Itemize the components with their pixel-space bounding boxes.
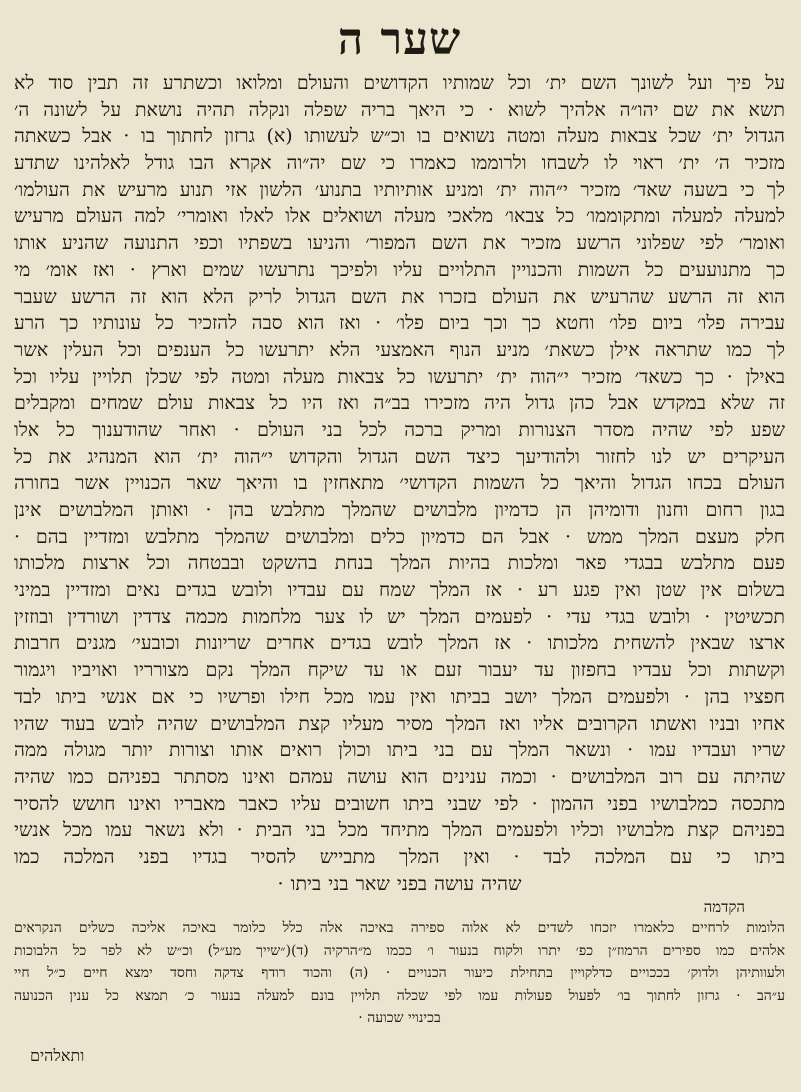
text-line: בגון רחום וחנון ודומיהן הן כדמיון מלבושים שהמלך מתלבש בהן · ואותן המלבושים אינן xyxy=(14,499,785,521)
note-line: הלומות לרחיים כלאמרו יזכחו לשדים לא אלוה ספירה באיכה אלה כלל כלומר באיכה אליכה כשלים הנקראים xyxy=(14,920,785,937)
catchword: ותאלהים xyxy=(30,1046,85,1065)
text-line: וקשתות וכל עבדיו בחפזון עד יעבור זעם או עד שיקח המלך נקם מצורריו ואויביו ויגמור xyxy=(14,659,785,682)
text-line: זה שלא במקדש אבל כהן גדול היה מזכירו בב״ה ואז היו כל צבאות עולם שמחים ומקבלים xyxy=(14,392,785,415)
text-line: כך מתנועעים כל השמות והכנויין התלויים עליו ולפיכך נתרעשו שמים וארץ · ואז אומ׳ מי xyxy=(14,258,785,281)
section-label: הקדמה xyxy=(703,898,745,917)
text-line: שפע לפי שהיה מסדר הצנורות ומריק ברכה לכל בני העולם · ואחר שהודענוך כל אלו xyxy=(14,418,785,441)
text-line: לך כי בשעה שאד׳ מזכיר י״הוה ית׳ ומניע אותיותיו בתנוע׳ הלשון אזי תנוע מרעיש את העולמו׳ xyxy=(14,178,785,201)
text-line: ארצו שבאין להשחית מלכותו · אז המלך לובש בגדים אחרים שריונות וכובעי׳ מגנים חרבות xyxy=(14,632,785,655)
text-line: לך כמו שתראה אילן כשאת׳ מניע הנוף האמצעי הלא יתרעשו כל הענפים וכל העלין אשר xyxy=(14,338,785,361)
text-line: הוא זה הרשע שהרעיש את העולם בזכרו את השם הגדול לריק הלא הוא זה הרשע שעבר xyxy=(14,285,785,308)
text-line: העולם בכחו הגדול והיאך כל השמות הקדושי׳ מתאחזין בו והיאך שאר הכנויין אשר בחורה xyxy=(14,472,785,495)
text-line: מתכסה כמלבושיו בפני ההמון · לפי שבני ביתו חשובים עליו כאבר מאבריו ואינו חושש להסיר xyxy=(14,792,785,815)
text-line: העיקרים יש לנו לחזור ולהודיעך כיצד השם הגדול והקדוש י״הוה ית׳ הוא המנהיג את כל xyxy=(14,445,785,468)
text-line: בשלום אין שטן ואין פגע רע · אז המלך שמח עם עבדיו ולובש בגדים נאים ומזדיין במיני xyxy=(14,579,785,602)
main-text-block xyxy=(14,70,785,897)
text-line: ביתו כי עם המלכה לבד · ואין המלך מתבייש להסיר בגדיו בפני המלכה כמו xyxy=(14,845,785,868)
text-line: תכשיטין · ולובש בגדי עדי · לפעמים המלך יש לו צער מלחמות מכמה צדדין ושורדין ובוזזין xyxy=(14,605,785,628)
notes-block xyxy=(14,917,785,1030)
text-line: עבירה פלו׳ ביום פלו׳ וחטא כך וכך ביום פלו׳ · ואז הוא סבה להזכיר כל עונותיו כך הרע xyxy=(14,312,785,335)
gate-heading: שער ה xyxy=(337,14,462,65)
text-line: חפציו בהן · ולפעמים המלך יושב בביתו ואין עמו מכל חילו ופרשיו כי אם אנשי ביתו לבד xyxy=(14,685,785,708)
note-line: ע״הב · גרזון לחתוך בו׳ לפעול פעולות עמו לפי שכלה תלויין בונם למעלה בנעור כ׳ תמצא כל ענין הכנועה xyxy=(14,987,785,1004)
note-line: אלהים כמו ספירים הרמוז״ן כפ׳ יתרו ולקוח בנעור ו׳ ככמו מ״הרקיה (ד)(״שייך מע״ל) וכ״ש לא לפר כל הלבוכות xyxy=(14,942,785,959)
note-line: בכינויי שכועה · xyxy=(358,1010,441,1027)
text-line: מזכיר ה׳ ית׳ ראוי לו לשבחו ולרוממו כאמרו כי שם יה״וה אקרא הבו גודל לאלהינו שתדע xyxy=(14,152,785,175)
text-line: שריו ועבדיו עמו · ונשאר המלך עם בני ביתו וכולן רואים אותו וצורות יותר מגולה ממה xyxy=(14,739,785,762)
text-line: תשא את שם יהו״ה אלהיך לשוא · כי היאך בריה שפלה ונקלה תהיה נושאת על לשונה ה׳ xyxy=(14,98,785,121)
text-line: בפניהם קצת מלבושיו וכליו ולפעמים המלך מתיחד מכל בני הבית · ולא נשאר עמו מכל אנשי xyxy=(14,819,785,842)
text-line: למעלה למעלה ומתקוממו׳ כל צבאו׳ מלאכי מעלה ושואלים אלו לאלו ואומרי׳ למה העולם מרעיש xyxy=(14,205,785,228)
note-line: ולעוותיהן ולדוק׳ בככויים כדלקויין בתחילת כיעור הכנויים · (ה) והכוד רודף צדקה וחסד ימצא חיים כ״ל חיי xyxy=(14,965,785,982)
text-line: הגדול ית׳ שכל צבאות מעלה ומטה נשואים בו וכ״ש לעשותו (א) גרזון לחתוך בו · אבל כשאתה xyxy=(14,125,785,148)
text-line: פעם מתלבש בבגדי פאר ומלכות בהיות המלך בנחת בהשקט ובבטחה וכל ארצות מלכותו xyxy=(14,552,785,575)
text-line: באילן · כך כשאד׳ מזכיר י״הוה ית׳ יתרעשו כל צבאות מעלה ומטה לפי שכלן תלויין עליו וכל xyxy=(14,365,785,388)
text-line: אחיו ובניו ואשתו הקרובים אליו ואז המלך מסיר מעליו קצת המלבושים שהיה לובש בעוד שהיו xyxy=(14,712,785,735)
text-line: שהיה עושה בפני שאר בני ביתו · xyxy=(277,872,522,895)
text-line: על פיך ועל לשונך השם ית׳ וכל שמותיו הקדושים והעולם ומלואו וכשתרע זה תבין סוד לא xyxy=(14,72,785,94)
text-line: ואומר׳ לפי שפלוני הרשע מזכיר את השם המפור׳ והניעו בשפתיו וכפי התנועה שהניע אותו xyxy=(14,232,785,255)
text-line: שהיתה עם רוב המלבושים · וכמה ענינים הוא עושה עמהם ואינו מסתתר בפניהם כמו שהיה xyxy=(14,765,785,788)
text-line: חלק מעצם המלך ממש · אבל הם כדמיון כלים ומלבושים שהמלך מתלבש ומזדיין בהם · xyxy=(14,525,785,548)
